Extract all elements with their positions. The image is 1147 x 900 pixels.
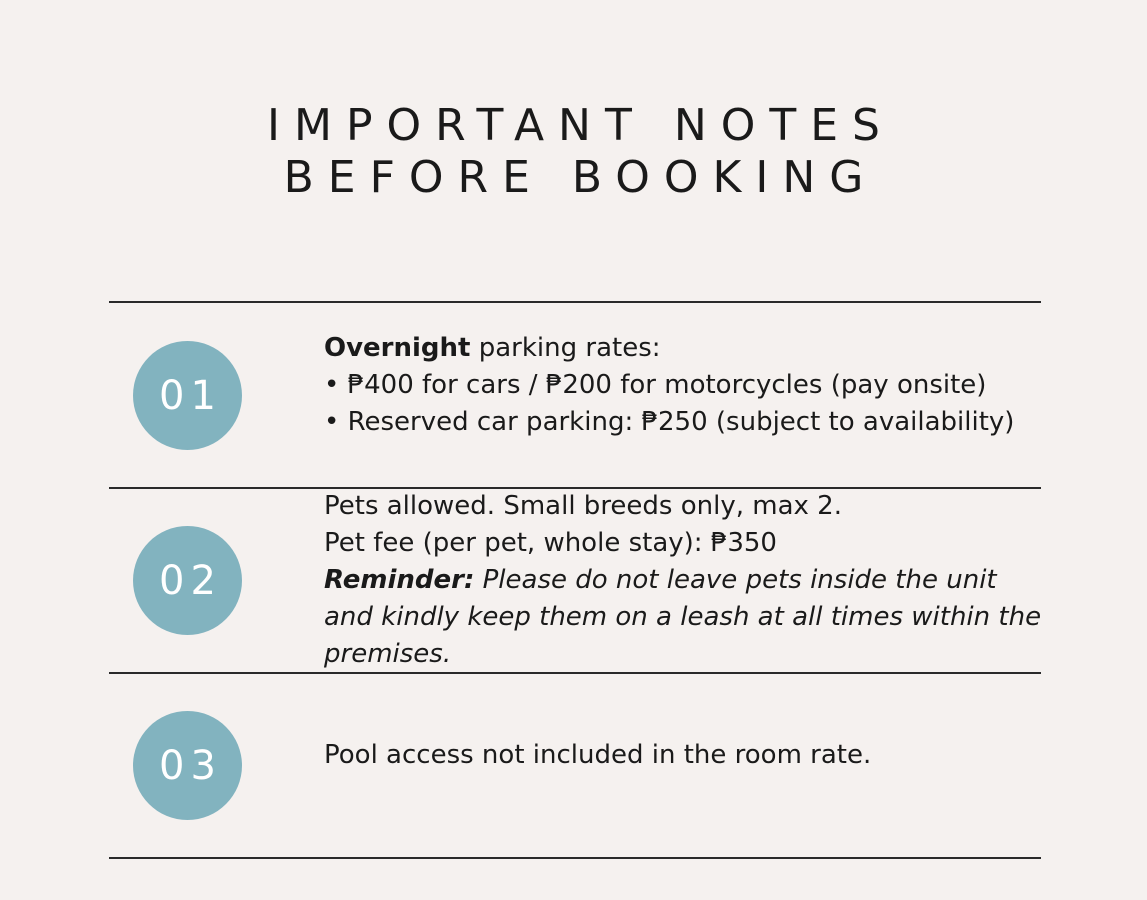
reminder-text: premises. [324,639,452,669]
reminder-label: Reminder: [324,565,475,595]
badge-number: 02 [159,557,222,604]
reminder-line [324,562,1041,599]
note-pool [324,737,871,774]
heading-bold: Overnight [324,333,471,363]
badge-number: 01 [159,372,222,419]
note-heading [324,330,1014,367]
badge-number: 03 [159,742,222,789]
divider-top [109,301,1041,303]
note-parking [324,330,1014,441]
note-line: Pets allowed. Small breeds only, max 2. [324,491,842,521]
title-line-2: BEFORE BOOKING [283,152,878,203]
note-line: Pool access not included in the room rate. [324,740,872,770]
title-line-1: IMPORTANT NOTES [267,100,894,151]
reminder-text: and kindly keep them on a leash at all times within the [324,602,1042,632]
reminder-text: Please do not leave pets inside the unit [474,565,997,595]
number-badge-01 [133,341,242,450]
note-line: • Reserved car parking: ₱250 (subject to availability) [324,407,1015,437]
number-badge-03 [133,711,242,820]
number-badge-02 [133,526,242,635]
note-line: Pet fee (per pet, whole stay): ₱350 [324,528,777,558]
note-line: • ₱400 for cars / ₱200 for motorcycles (pay onsite) [324,370,987,400]
note-pets [324,488,1041,673]
divider-bottom [109,857,1041,859]
page-title [0,100,1147,204]
heading-rest: parking rates: [470,333,661,363]
